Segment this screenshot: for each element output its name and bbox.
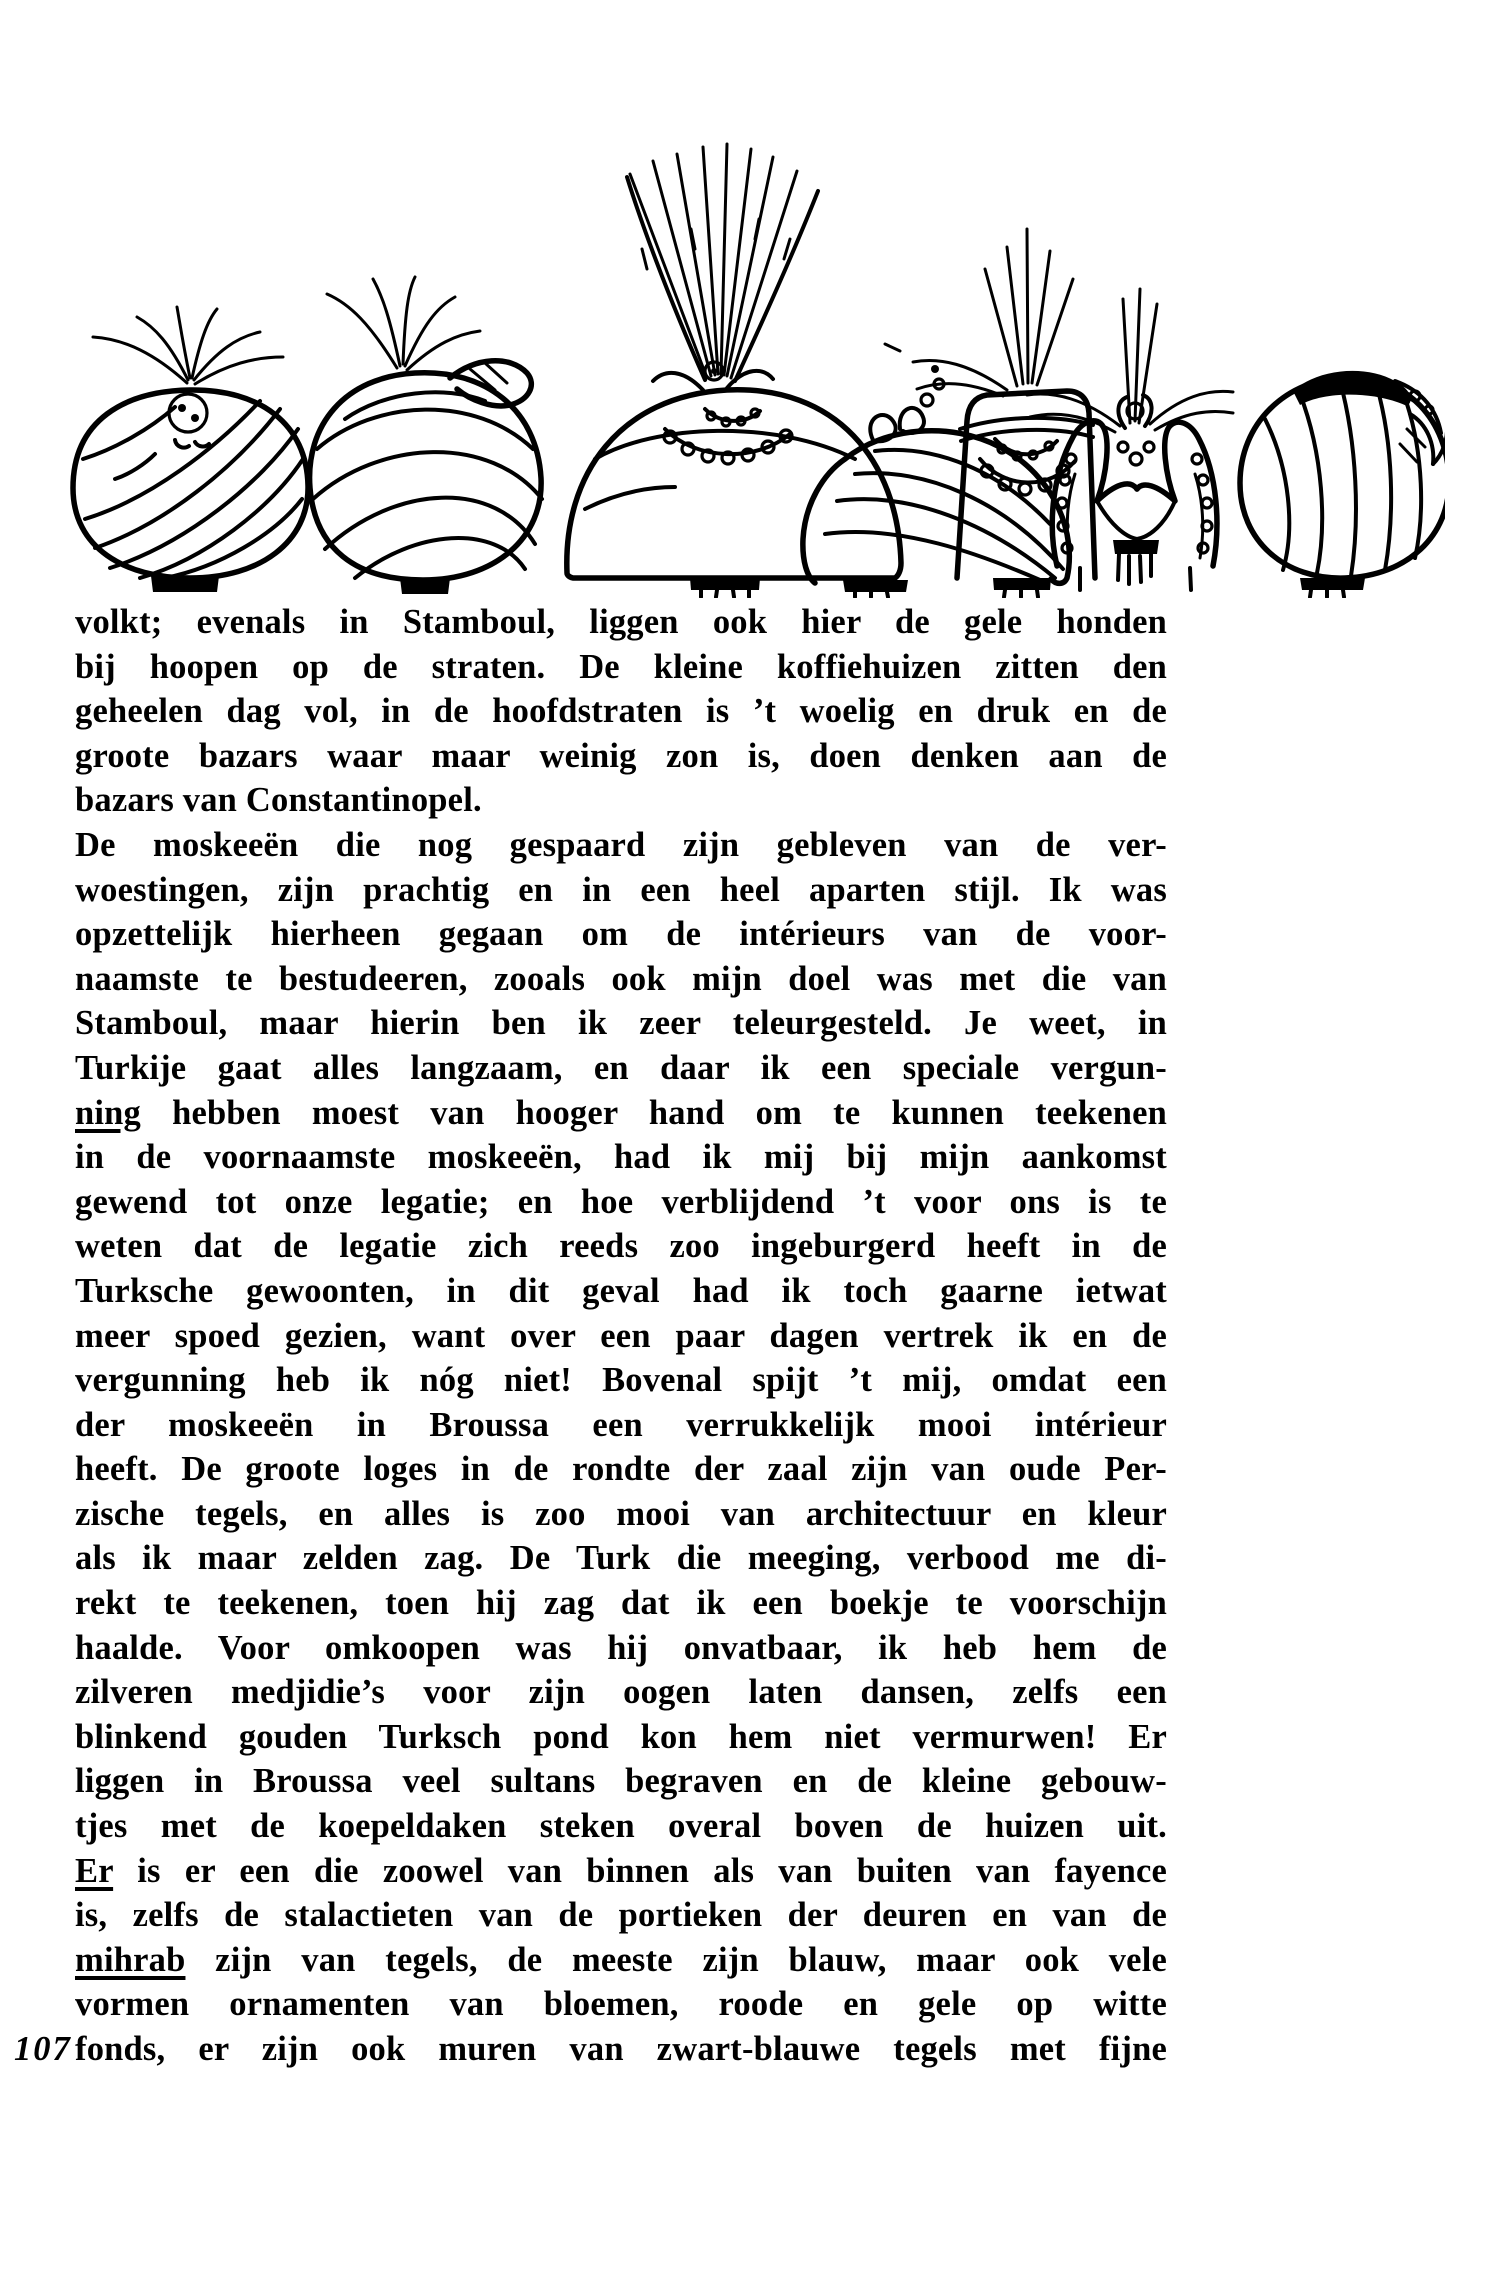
text-line: tjes met de koepeldaken steken overal boven de huizen uit. xyxy=(75,1807,1167,1846)
turban-sketch-7 xyxy=(1240,371,1445,597)
body-text xyxy=(75,600,1167,2072)
turban-sketches-illustration xyxy=(55,128,1445,598)
text-line: blinkend gouden Turksch pond kon hem niet vermurwen! Er xyxy=(75,1717,1167,1756)
text-line: weten dat de legatie zich reeds zoo ingeburgerd heeft in de xyxy=(75,1227,1167,1266)
text-line: zische tegels, en alles is zoo mooi van architectuur en kleur xyxy=(75,1494,1167,1533)
text-line xyxy=(75,1938,1167,1983)
text-line: Stamboul, maar hierin ben ik zeer teleurgesteld. Je weet, in xyxy=(75,1004,1167,1043)
text-line xyxy=(75,1849,1167,1894)
text-line: is, zelfs de stalactieten van de portieken der deuren en van de xyxy=(75,1896,1167,1935)
text-line: fonds, er zijn ook muren van zwart-blauwe tegels met fijne xyxy=(75,2030,1167,2068)
underlined-word: mihrab xyxy=(75,1940,186,1979)
page-number: 107 xyxy=(14,2030,72,2068)
text-line: vergunning heb ik nóg niet! Bovenal spijt ’t mij, omdat een xyxy=(75,1361,1167,1400)
text-line: groote bazars waar maar weinig zon is, doen denken aan de xyxy=(75,736,1167,775)
text-line-rest: zijn van tegels, de meeste zijn blauw, maar ook vele xyxy=(185,1940,1167,1979)
text-line: vormen ornamenten van bloemen, roode en gele op witte xyxy=(75,1985,1167,2024)
text-line: der moskeeën in Broussa een verrukkelijk mooi intérieur xyxy=(75,1405,1167,1444)
text-line: gewend tot onze legatie; en hoe verblijdend ’t voor ons is te xyxy=(75,1182,1167,1221)
text-line: rekt te teekenen, toen hij zag dat ik een boekje te voorschijn xyxy=(75,1584,1167,1623)
underlined-word: ning xyxy=(75,1093,142,1132)
text-line: als ik maar zelden zag. De Turk die meeging, verbood me di- xyxy=(75,1539,1167,1578)
text-line: opzettelijk hierheen gegaan om de intérieurs van de voor- xyxy=(75,915,1167,954)
text-line: meer spoed gezien, want over een paar dagen vertrek ik en de xyxy=(75,1316,1167,1355)
text-line: zilveren medjidie’s voor zijn oogen laten dansen, zelfs een xyxy=(75,1673,1167,1712)
text-line: heeft. De groote loges in de rondte der zaal zijn van oude Per- xyxy=(75,1450,1167,1489)
text-line-rest: hebben moest van hooger hand om te kunnen teekenen xyxy=(141,1093,1167,1132)
turban-sketch-1 xyxy=(73,307,308,592)
text-line: liggen in Broussa veel sultans begraven en de kleine gebouw- xyxy=(75,1762,1167,1801)
text-line: Turksche gewoonten, in dit geval had ik toch gaarne ietwat xyxy=(75,1271,1167,1310)
text-line: bij hoopen op de straten. De kleine koffiehuizen zitten den xyxy=(75,647,1167,686)
turban-sketch-3 xyxy=(567,144,901,597)
text-line: woestingen, zijn prachtig en in een heel aparten stijl. Ik was xyxy=(75,870,1167,909)
text-line xyxy=(75,1091,1167,1136)
text-line: haalde. Voor omkoopen was hij onvatbaar, ik heb hem de xyxy=(75,1628,1167,1667)
text-line: De moskeeën die nog gespaard zijn gebleven van de ver- xyxy=(75,825,1167,864)
text-line: in de voornaamste moskeeën, had ik mij bij mijn aankomst xyxy=(75,1138,1167,1177)
text-line-rest: is er een die zoowel van binnen als van buiten van fayence xyxy=(113,1851,1167,1890)
text-line: bazars van Constantinopel. xyxy=(75,781,482,820)
underlined-word: Er xyxy=(75,1851,114,1890)
text-line: geheelen dag vol, in de hoofdstraten is ’t woelig en druk en de xyxy=(75,692,1167,731)
text-line: volkt; evenals in Stamboul, liggen ook hier de gele honden xyxy=(75,603,1167,641)
turban-sketch-2 xyxy=(310,277,542,594)
text-line: naamste te bestudeeren, zooals ook mijn doel was met die van xyxy=(75,959,1167,998)
text-line: Turkije gaat alles langzaam, en daar ik een speciale vergun- xyxy=(75,1048,1167,1087)
turban-sketch-5 xyxy=(885,229,1095,597)
